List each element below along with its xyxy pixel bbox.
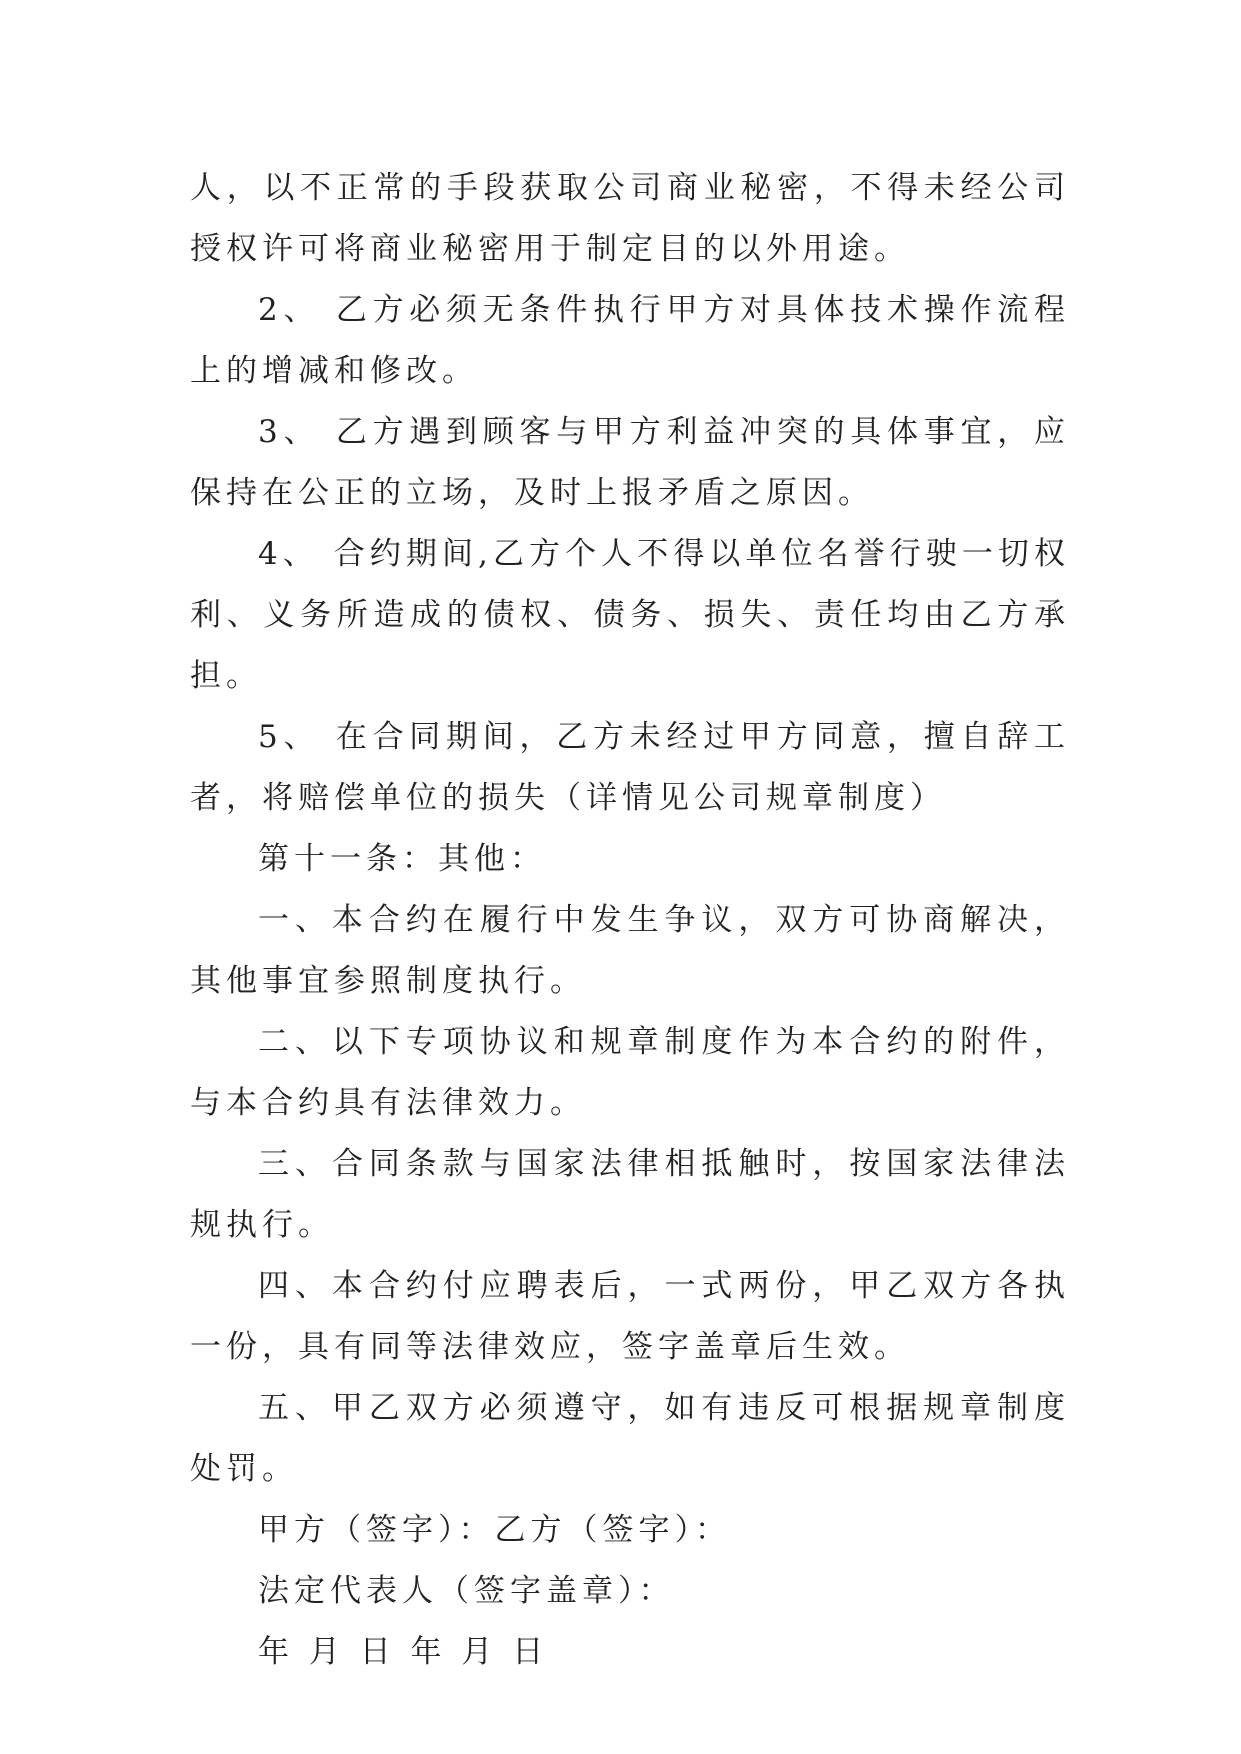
signature-legal-representative: 法定代表人（签字盖章）： [258, 1573, 675, 1609]
paragraph-other-5: 五、甲乙双方必须遵守，如有违反可根据规章制度处罚。 [190, 1390, 1070, 1487]
paragraph-clause-4: 4、 合约期间,乙方个人不得以单位名誉行驶一切权利、义务所造成的债权、债务、损失、责任均由乙方承担。 [190, 536, 1070, 694]
paragraph-other-1: 一、本合约在履行中发生争议，双方可协商解决，其他事宜参照制度执行。 [190, 902, 1070, 999]
article-eleven-heading: 第十一条：其他： [258, 841, 546, 877]
contract-body [190, 158, 1070, 1683]
paragraph-other-2: 二、以下专项协议和规章制度作为本合约的附件，与本合约具有法律效力。 [190, 1024, 1070, 1121]
paragraph-other-4: 四、本合约付应聘表后，一式两份，甲乙双方各执一份，具有同等法律效应，签字盖章后生效。 [190, 1268, 1070, 1365]
signature-parties: 甲方（签字）：乙方（签字）： [258, 1512, 731, 1548]
paragraph-clause-5: 5、 在合同期间，乙方未经过甲方同意，擅自辞工者，将赔偿单位的损失（详情见公司规章制度） [190, 719, 1070, 816]
paragraph-other-3: 三、合同条款与国家法律相抵触时，按国家法律法规执行。 [190, 1146, 1070, 1243]
paragraph-continuation: 人，以不正常的手段获取公司商业秘密，不得未经公司授权许可将商业秘密用于制定目的以外用途。 [190, 170, 1070, 267]
paragraph-clause-3: 3、 乙方遇到顾客与甲方利益冲突的具体事宜，应保持在公正的立场，及时上报矛盾之原因。 [190, 414, 1070, 511]
paragraph-clause-2: 2、 乙方必须无条件执行甲方对具体技术操作流程上的增减和修改。 [190, 292, 1070, 389]
signature-dates: 年 月 日 年 月 日 [258, 1634, 549, 1670]
